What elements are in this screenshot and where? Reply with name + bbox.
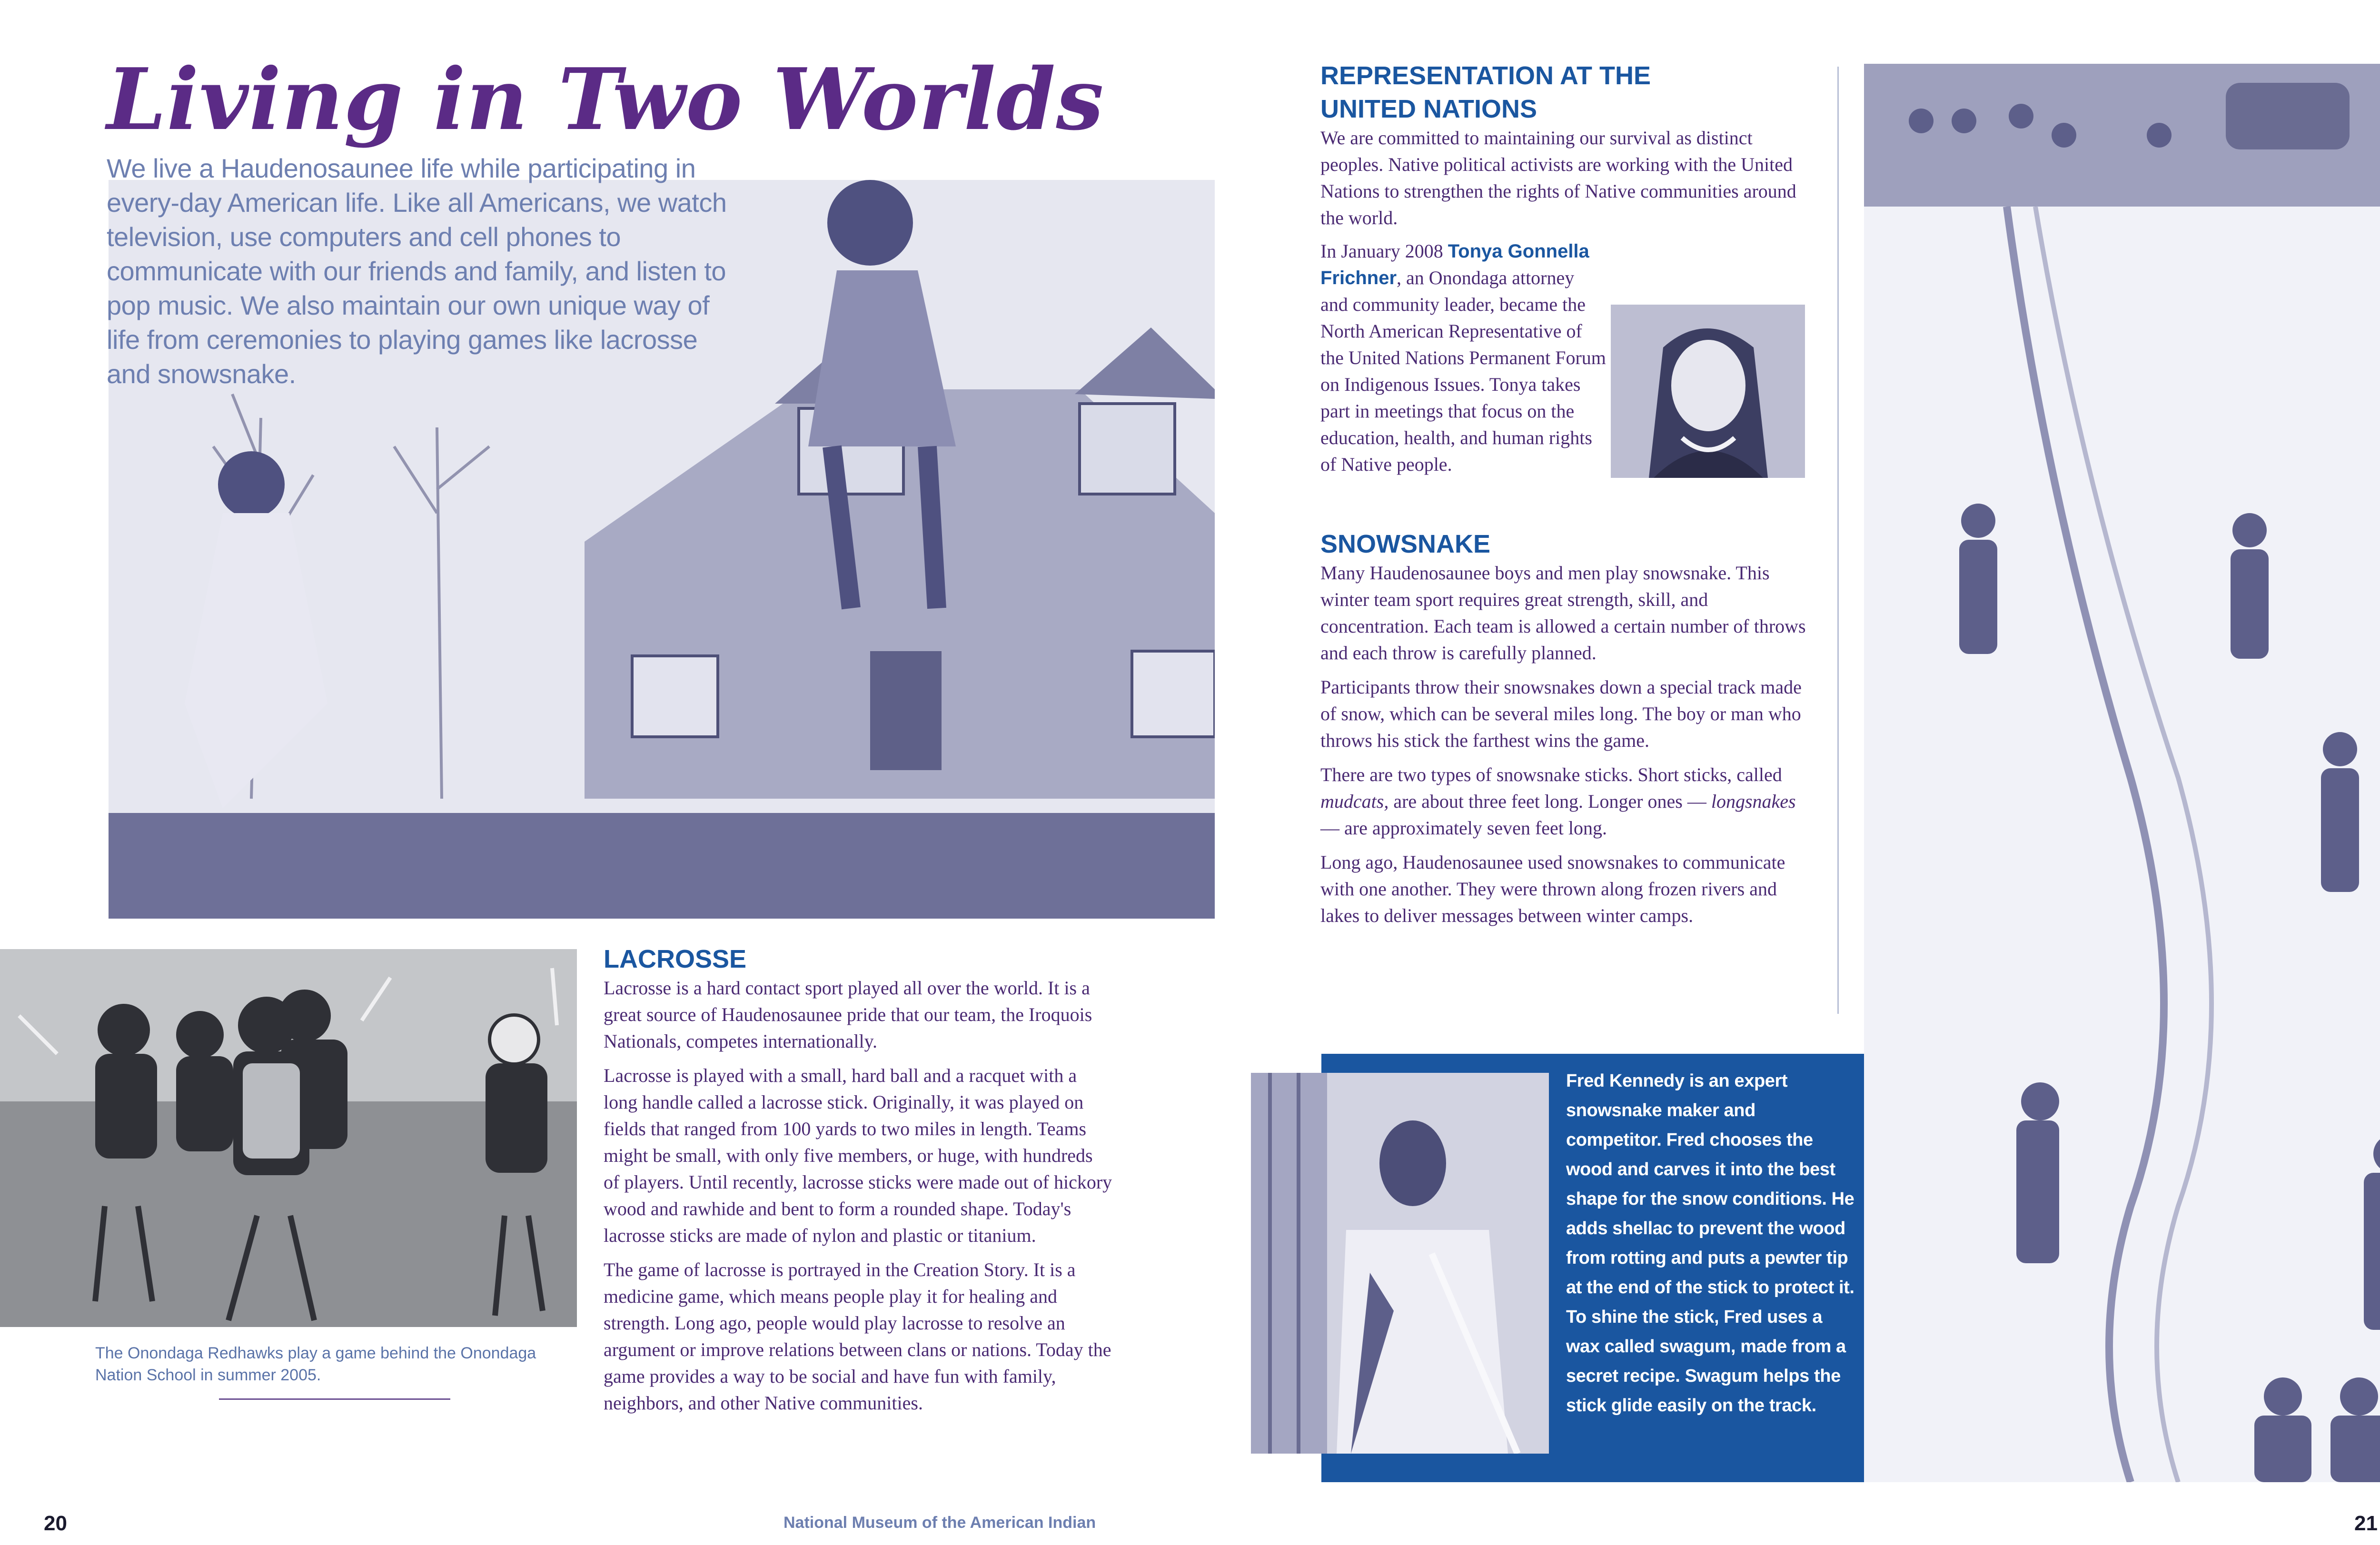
lacrosse-paragraph: The game of lacrosse is portrayed in the Creation Story. It is a medicine game, which means people play it for healing and strength. Long ago, people would play lacrosse to resolve an argument or improve relations between clans or nations. Today the game provides a way to be social and have fun with family, neighbors, and other Native communities.: [604, 1259, 1111, 1414]
page-number-right: 21: [2354, 1512, 2378, 1535]
portrait-photo: [1611, 305, 1805, 478]
intro-paragraph: We live a Haudenosaunee life while participating in every-day American life. Like all Americans, we watch television, use computers and cell phones to communicate with our friends and family, and listen to pop music. We also maintain our own unique way of life from ceremonies to playing games like lacrosse and snowsnake.: [107, 153, 727, 389]
text-run: are about three feet long. Longer ones —: [1388, 791, 1711, 812]
text-run: — are approximately seven feet long.: [1320, 817, 1607, 839]
fred-caption-text: Fred Kennedy is an expert snowsnake maker and competitor. Fred chooses the wood and carves it into the best shape for the snow conditions. He adds shellac to prevent the wood from rotting and puts a pewter tip at the end of the stick to protect it. To shine the stick, Fred uses a wax called swagum, made from a secret recipe. Swagum helps the stick glide easily on the track.: [1566, 1071, 1854, 1416]
lacrosse-heading: LACROSSE: [604, 945, 747, 973]
lacrosse-body: [604, 975, 1113, 1424]
representation-body: [1320, 125, 1806, 239]
term-mudcats: mudcats,: [1320, 791, 1389, 812]
representation-heading-line1: REPRESENTATION AT THE: [1320, 61, 1651, 90]
footer-publisher: National Museum of the American Indian: [783, 1514, 1096, 1532]
representation-paragraph: We are committed to maintaining our survival as distinct peoples. Native political activists are working with the United Nations to strengthen the rights of Native communities around the world.: [1320, 127, 1796, 228]
term-longsnakes: longsnakes: [1711, 791, 1796, 812]
page-number-left: 20: [44, 1512, 67, 1535]
snowsnake-paragraph: [1320, 762, 1806, 842]
text-run: There are two types of snowsnake sticks. Short sticks, called: [1320, 764, 1782, 785]
snowsnake-heading: SNOWSNAKE: [1320, 530, 1491, 558]
caption-divider: [219, 1398, 450, 1400]
snowsnake-track-photo: [1864, 64, 2380, 1482]
page-title: Living in Two Worlds: [107, 50, 1104, 149]
representation-heading-line2: UNITED NATIONS: [1320, 95, 1537, 123]
snowsnake-body: [1320, 560, 1806, 937]
fred-photo: [1251, 1073, 1549, 1454]
text-run: In January 2008: [1320, 240, 1448, 262]
representation-heading: [1320, 59, 1796, 126]
snowsnake-paragraph: Long ago, Haudenosaunee used snowsnakes to communicate with one another. They were thrown along frozen rivers and lakes to deliver messages between winter camps.: [1320, 852, 1785, 926]
lacrosse-paragraph: Lacrosse is played with a small, hard ball and a racquet with a long handle called a lacrosse stick. Originally, it was played on fields that ranged from 100 yards to two miles in length. Teams might be small, with only five members, or huge, with hundreds of players. Until recently, lacrosse sticks were made out of hickory wood and rawhide and bent to form a rounded shape. Today's lacrosse sticks are made of nylon and plastic or titanium.: [604, 1065, 1112, 1246]
snowsnake-paragraph: Participants throw their snowsnakes down a special track made of snow, which can be several miles long. The boy or man who throws his stick the farthest wins the game.: [1320, 676, 1802, 751]
text-run: , an Onondaga attorney and community leader, became the North American Representative of the United Nations Permanent Forum on Indigenous Issues. Tonya takes part in meetings that focus on the education, health, and human rights of Native people.: [1320, 267, 1606, 475]
column-divider: [1837, 67, 1839, 1014]
lacrosse-photo-caption: The Onondaga Redhawks play a game behind the Onondaga Nation School in summer 2005.: [95, 1344, 536, 1384]
snowsnake-paragraph: Many Haudenosaunee boys and men play snowsnake. This winter team sport requires great strength, skill, and concentration. Each team is allowed a certain number of throws and each throw is carefully planned.: [1320, 562, 1806, 664]
lacrosse-paragraph: Lacrosse is a hard contact sport played all over the world. It is a great source of Haudenosaunee pride that our team, the Iroquois Nationals, competes internationally.: [604, 977, 1092, 1052]
tonya-name: Tonya Gonnella Frichner: [1320, 241, 1589, 288]
lacrosse-photo: [0, 949, 577, 1327]
